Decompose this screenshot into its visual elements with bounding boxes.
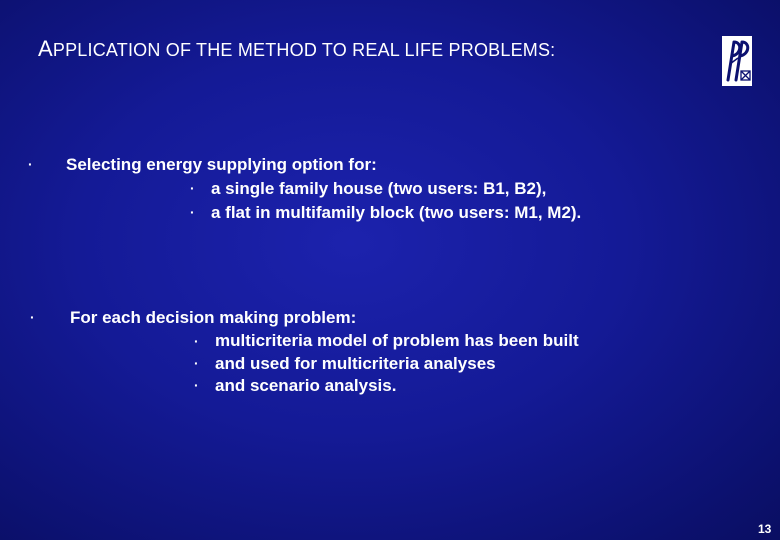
- section-2-item-1: multicriteria model of problem has been built: [215, 331, 579, 350]
- institution-monogram-icon: [722, 36, 752, 86]
- section-2-item-2: and used for multicriteria analyses: [215, 354, 496, 373]
- bullet-icon: ·: [194, 377, 199, 393]
- section-2-heading: For each decision making problem:: [70, 308, 357, 327]
- section-1-item-1: a single family house (two users: B1, B2),: [211, 179, 547, 198]
- section-1-item-2: a flat in multifamily block (two users: M1, M2).: [211, 203, 582, 222]
- bullet-icon: ·: [190, 180, 195, 196]
- title-rest: PPLICATION OF THE METHOD TO REAL LIFE PROBLEMS:: [52, 40, 556, 60]
- bullet-icon: ·: [28, 156, 33, 172]
- bullet-icon: ·: [190, 204, 195, 220]
- section-2-item-3: and scenario analysis.: [215, 376, 397, 395]
- section-1-heading: Selecting energy supplying option for:: [66, 155, 377, 174]
- slide-number: 13: [758, 522, 772, 536]
- bullet-icon: ·: [194, 355, 199, 371]
- bullet-icon: ·: [30, 309, 35, 325]
- title-first-letter: A: [38, 36, 53, 61]
- slide-title: [38, 36, 555, 62]
- bullet-icon: ·: [194, 333, 199, 349]
